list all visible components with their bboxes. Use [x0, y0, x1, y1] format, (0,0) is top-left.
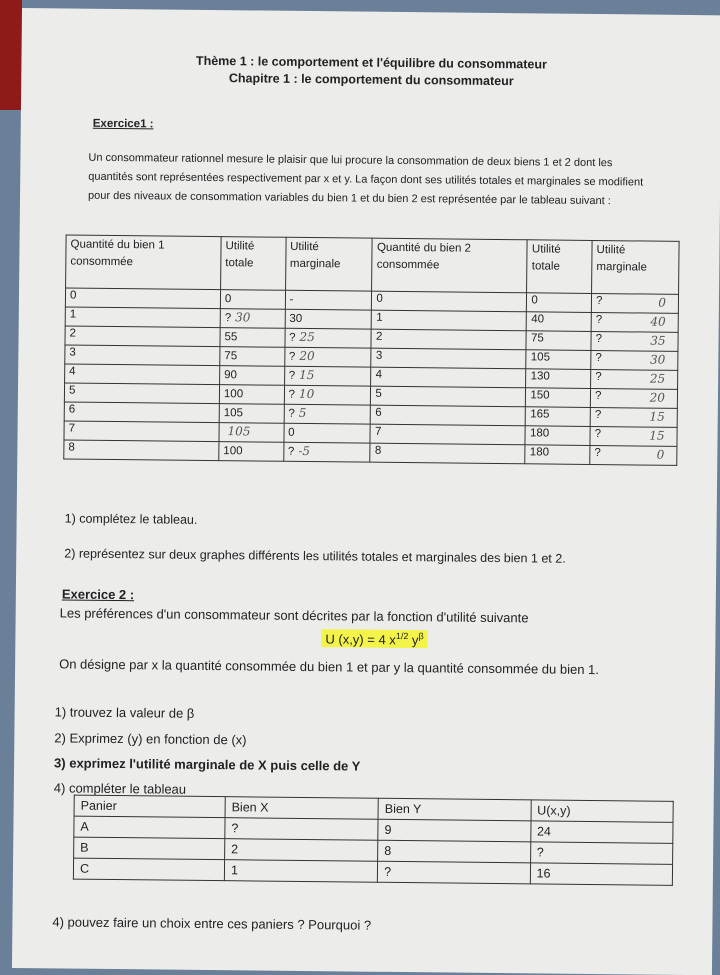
table-cell	[285, 328, 372, 348]
table-cell	[284, 385, 371, 405]
exercise2-question-3: 3) exprimez l'utilité marginale de X puis celle de Y	[54, 755, 360, 773]
cell-value: 100	[223, 445, 242, 457]
table-cell	[590, 407, 677, 427]
theme-title: Thème 1 : le comportement et l'équilibre du consommateur	[21, 52, 720, 73]
handwritten-answer: 25	[299, 330, 314, 344]
table-cell: B	[74, 837, 225, 860]
table-cell	[590, 426, 677, 446]
handwritten-answer: 30	[235, 310, 250, 324]
exercise2-question-4: 4) compléter le tableau	[54, 780, 186, 796]
cell-value: ?	[288, 446, 295, 458]
table-cell	[284, 366, 371, 386]
table-cell: 8	[378, 840, 531, 863]
table-cell	[372, 291, 527, 312]
col-header: U(x,y)	[531, 800, 674, 822]
table-cell	[64, 440, 219, 461]
cell-value: 180	[530, 446, 549, 458]
cell-value: 0	[376, 293, 383, 305]
table-cell	[526, 388, 591, 408]
document-page	[12, 8, 720, 975]
col-header: Panier	[74, 795, 225, 818]
table-cell	[219, 385, 284, 405]
cell-value: 5	[375, 388, 382, 400]
cell-value: 3	[376, 350, 383, 362]
table-cell	[284, 347, 371, 367]
table-cell	[371, 405, 526, 426]
cell-value: 8	[375, 445, 382, 457]
handwritten-answer: 35	[650, 334, 665, 348]
table-cell	[527, 293, 592, 313]
col-header: Bien X	[225, 797, 378, 820]
cell-value: 150	[530, 389, 549, 401]
handwritten-answer: 20	[299, 349, 314, 363]
col-header: Utilité marginale	[285, 237, 372, 291]
handwritten-answer: 40	[650, 315, 665, 329]
cell-value: 180	[530, 427, 549, 439]
cell-value: 6	[375, 407, 382, 419]
cell-value: 1	[70, 309, 77, 321]
table-cell	[65, 364, 220, 385]
formula-y: y	[408, 632, 418, 647]
cell-value: ?	[288, 408, 295, 420]
cell-value: 130	[531, 370, 550, 382]
handwritten-answer: 5	[299, 406, 307, 420]
formula-base: U (x,y) = 4 x	[325, 632, 396, 648]
table-cell	[591, 312, 678, 332]
cell-value: ?	[596, 314, 603, 326]
table-cell	[219, 442, 284, 462]
table-cell	[526, 407, 591, 427]
handwritten-answer: 10	[299, 387, 314, 401]
cell-value: 75	[531, 332, 544, 344]
table-cell	[372, 310, 527, 331]
cell-value: ?	[289, 370, 296, 382]
cell-value: -	[289, 294, 293, 306]
table-cell	[220, 366, 285, 386]
utility-formula	[321, 629, 427, 648]
table-cell	[219, 423, 284, 443]
exercise1-text: Un consommateur rationnel mesure le plaisir que lui procure la consommation de deux biens 1 et 2 dont les quantités sont représentées respectivement par x et y. La façon dont ses utilités totales et marginales se modifient pour des niveaux de consommation variables du bien 1 et du bien 2 est représentée par le tableau suivant :	[88, 149, 659, 212]
table-cell	[64, 421, 219, 442]
table-cell	[591, 331, 678, 351]
table-cell	[525, 445, 590, 465]
cell-value: 100	[224, 388, 243, 400]
table-cell	[283, 442, 370, 462]
chapter-title: Chapitre 1 : le comportement du consommateur	[21, 69, 720, 90]
table-cell	[591, 293, 678, 313]
cell-value: ?	[289, 332, 296, 344]
utility-table-header	[66, 235, 680, 294]
cell-value: 40	[531, 313, 544, 325]
table-cell	[525, 426, 590, 446]
exercise2-question-5: 4) pouvez faire un choix entre ces paniers ? Pourquoi ?	[52, 914, 371, 932]
cell-value: ?	[289, 351, 296, 363]
exercise1-title: Exercice1 :	[93, 118, 154, 131]
cell-value: 55	[224, 331, 237, 343]
col-header: Quantité du bien 1 consommée	[66, 235, 222, 290]
exercise2-definition: On désigne par x la quantité consommée du bien 1 et par y la quantité consommée du bien 1.	[59, 651, 699, 683]
cell-value: 3	[69, 347, 76, 359]
table-cell	[371, 348, 526, 369]
handwritten-answer: 20	[650, 391, 665, 405]
handwritten-answer: 0	[657, 448, 665, 462]
table-cell	[65, 288, 220, 309]
cell-value: ?	[595, 428, 602, 440]
cell-value: 0	[288, 427, 295, 439]
col-header: Bien Y	[378, 798, 531, 821]
cell-value: ?	[595, 390, 602, 402]
table-cell	[526, 350, 591, 370]
exercise2-question-2: 2) Exprimez (y) en fonction de (x)	[54, 730, 246, 747]
table-cell	[285, 309, 372, 329]
cell-value: 105	[224, 407, 243, 419]
table-cell	[285, 290, 372, 310]
table-cell	[65, 345, 220, 366]
table-cell: 24	[530, 821, 673, 843]
table-cell	[590, 445, 677, 465]
table-cell	[370, 443, 525, 464]
formula-exp-x: 1/2	[396, 631, 409, 641]
table-cell	[220, 347, 285, 367]
handwritten-answer: 0	[658, 296, 666, 310]
cell-value: 0	[70, 290, 77, 302]
handwritten-answer: 105	[227, 424, 250, 438]
cell-value: ?	[225, 312, 232, 324]
table-cell	[220, 328, 285, 348]
handwritten-answer: 15	[649, 429, 664, 443]
cell-value: 5	[69, 385, 76, 397]
cell-value: 90	[224, 369, 237, 381]
table-cell	[371, 367, 526, 388]
basket-table	[73, 795, 674, 886]
handwritten-answer: 25	[650, 372, 665, 386]
table-cell	[220, 309, 285, 329]
table-cell	[526, 331, 591, 351]
table-cell	[526, 369, 591, 389]
col-header: Utilité totale	[221, 237, 286, 291]
cell-value: 2	[376, 331, 383, 343]
table-cell	[284, 404, 371, 424]
col-header: Quantité du bien 2 consommée	[372, 238, 528, 293]
table-cell	[371, 386, 526, 407]
cell-value: 2	[70, 328, 77, 340]
exercise2-intro: Les préférences d'un consommateur sont décrites par la fonction d'utilité suivante	[60, 605, 529, 625]
cell-value: ?	[288, 389, 295, 401]
cell-value: ?	[594, 447, 601, 459]
table-cell	[370, 424, 525, 445]
table-cell	[64, 383, 219, 404]
cell-value: ?	[596, 295, 603, 307]
table-cell	[219, 404, 284, 424]
table-cell	[65, 326, 220, 347]
table-cell	[371, 329, 526, 350]
table-cell	[591, 350, 678, 370]
table-cell: A	[74, 816, 225, 839]
table-cell: C	[73, 858, 224, 881]
cell-value: 8	[68, 442, 75, 454]
cell-value: 0	[225, 293, 232, 305]
handwritten-answer: 15	[649, 410, 664, 424]
cell-value: ?	[596, 333, 603, 345]
background-red-strip	[0, 0, 22, 110]
cell-value: 4	[69, 366, 76, 378]
exercise2-title: Exercice 2 :	[62, 586, 134, 602]
cell-value: ?	[595, 409, 602, 421]
exercise2-question-1: 1) trouvez la valeur de β	[55, 704, 195, 720]
cell-value: 7	[375, 426, 382, 438]
table-cell: 16	[530, 863, 673, 885]
cell-value: 105	[531, 351, 550, 363]
cell-value: 6	[69, 404, 76, 416]
exercise1-question-2: 2) représentez sur deux graphes différents les utilités totales et marginales des bien 1 et 2.	[64, 546, 566, 565]
table-cell	[220, 290, 285, 310]
formula-exp-y: β	[418, 631, 423, 641]
cell-value: ?	[595, 371, 602, 383]
handwritten-answer: -5	[298, 444, 310, 458]
col-header: Utilité totale	[527, 240, 592, 294]
table-cell: ?	[378, 861, 531, 884]
table-cell: 9	[378, 819, 531, 842]
cell-value: 0	[531, 294, 538, 306]
table-cell	[590, 388, 677, 408]
table-cell: ?	[225, 818, 378, 841]
cell-value: 4	[376, 369, 383, 381]
cell-value: 165	[530, 408, 549, 420]
handwritten-answer: 30	[650, 353, 665, 367]
cell-value: 1	[376, 312, 383, 324]
cell-value: 7	[69, 423, 76, 435]
handwritten-answer: 15	[299, 368, 314, 382]
cell-value: ?	[595, 352, 602, 364]
utility-table	[63, 234, 679, 465]
table-cell	[65, 307, 220, 328]
col-header: Utilité marginale	[592, 240, 679, 294]
table-cell: 1	[224, 860, 377, 883]
table-cell	[591, 369, 678, 389]
exercise1-question-1: 1) complétez le tableau.	[65, 511, 198, 526]
table-cell	[64, 402, 219, 423]
table-cell: ?	[530, 842, 673, 864]
cell-value: 30	[289, 313, 302, 325]
table-cell	[284, 423, 371, 443]
cell-value: 75	[224, 350, 237, 362]
table-cell: 2	[225, 839, 378, 862]
table-cell	[527, 312, 592, 332]
